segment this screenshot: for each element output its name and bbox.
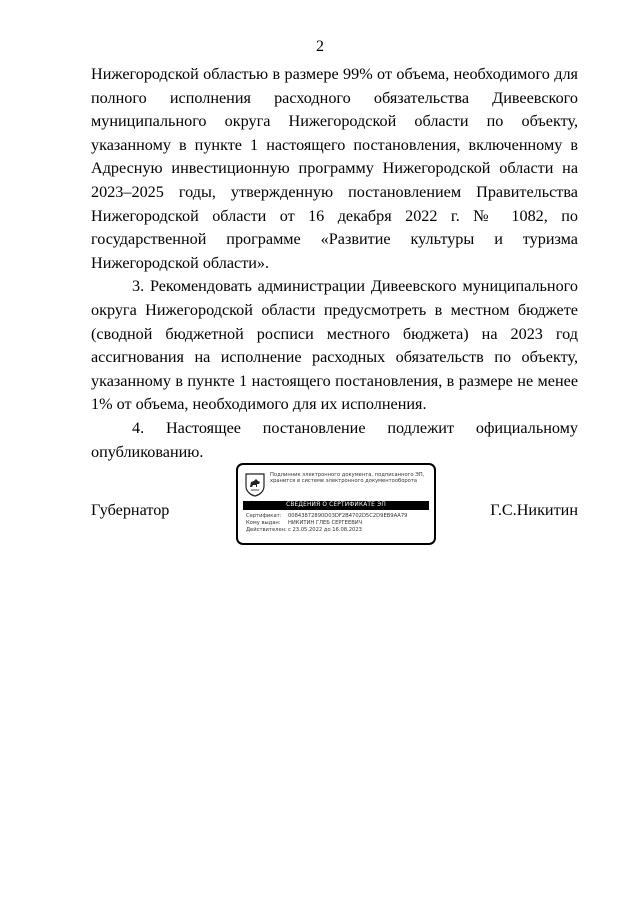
paragraph-item-4: 4. Настоящее постановление подлежит официальному опубликованию. bbox=[91, 418, 578, 461]
paragraph-continuation: Нижегородской областью в размере 99% от объема, необходимого для полного исполнения расходного обязательства Дивеевского муниципального округа Нижегородской области по объекту, указанному в пункте 1 настоящего постановления, включенному в Адресную инвестиционную программу Нижегородской области на 2023–2025 годы, утвержденную постановлением Правительства Нижегородской области от 16 декабря 2022 г. № 1082, по государственной программе «Развитие культуры и туризма Нижегородской области». bbox=[91, 65, 578, 272]
stamp-heading: Подлинник электронного документа, подписанного ЭП, хранится в системе электронного документооборота bbox=[270, 472, 425, 485]
coat-of-arms-icon bbox=[244, 473, 266, 497]
document-body bbox=[91, 63, 578, 464]
stamp-bar-title: СВЕДЕНИЯ О СЕРТИФИКАТЕ ЭП bbox=[243, 501, 429, 510]
page-number: 2 bbox=[316, 38, 324, 55]
signatory-title: Губернатор bbox=[91, 501, 170, 519]
certificate-row bbox=[246, 513, 430, 520]
validity-value: с 23.05.2022 до 16.08.2023 bbox=[288, 527, 362, 533]
validity-label: Действителен: bbox=[246, 527, 287, 533]
certificate-label: Сертификат: bbox=[246, 513, 282, 519]
signatory-name: Г.С.Никитин bbox=[490, 501, 578, 519]
validity-row bbox=[246, 527, 430, 534]
paragraph-item-3: 3. Рекомендовать администрации Дивеевского муниципального округа Нижегородской области предусмотреть в местном бюджете (сводной бюджетной росписи местного бюджета) на 2023 год ассигнования на исполнение расходных обязательств по объекту, указанному в пункте 1 настоящего постановления, в размере не менее 1% от объема, необходимого для их исполнения. bbox=[91, 277, 578, 414]
electronic-signature-stamp bbox=[236, 463, 436, 545]
stamp-details bbox=[246, 513, 430, 534]
owner-label: Кому выдан: bbox=[246, 520, 281, 526]
certificate-value: 00843872890D03DF2B4702D5C2D9EB9AA79 bbox=[288, 513, 408, 519]
owner-value: НИКИТИН ГЛЕБ СЕРГЕЕВИЧ bbox=[288, 520, 363, 526]
owner-row bbox=[246, 520, 430, 527]
